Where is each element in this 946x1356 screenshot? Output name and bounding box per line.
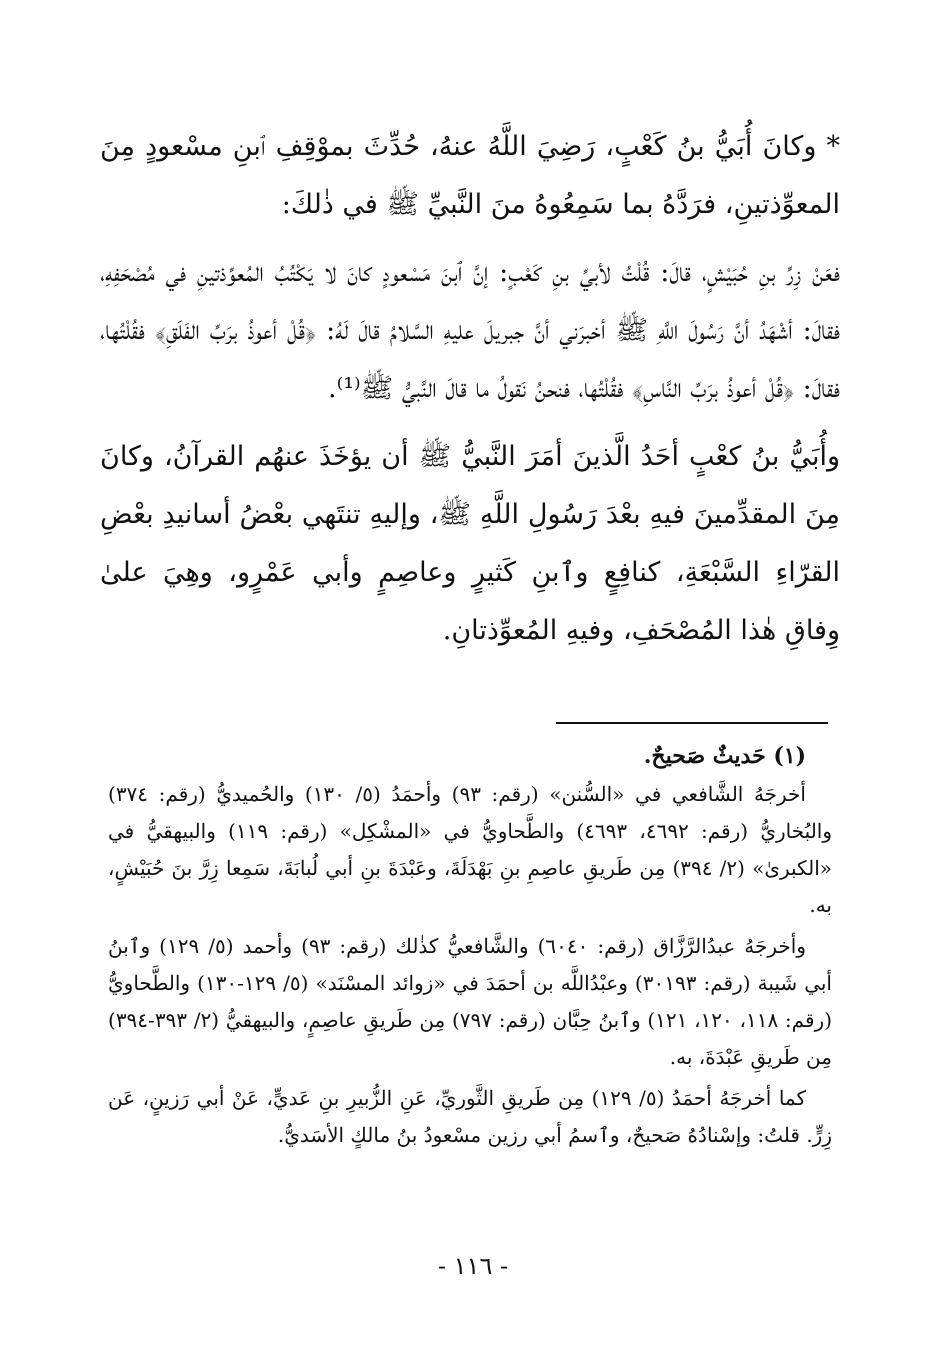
paragraph-ubayy-status: وأُبَيُّ بنُ كعْبٍ أحَدُ الَّذينَ أمَرَ النَّبيُّ ﷺ أن يؤخَذَ عنهُم القرآنُ، وكانَ مِنَ المقدِّمينَ فيهِ بعْدَ رَسُولِ اللَّهِ ﷺ، وإليهِ تنتَهي بعْضُ أسانيدِ بعْضِ القرّاءِ السَّبْعَةِ، كنافِعٍ وٱبنِ كَثيرٍ وعاصِمٍ وأبي عَمْرٍو، وهِيَ علىٰ وِفاقِ هٰذا المُصْحَفِ، وفيهِ المُعوِّذتانِ. <box>100 441 840 646</box>
page-number: - ١١٦ - <box>437 1252 509 1280</box>
paragraph-ubayy-intro: * وكانَ أُبَيُّ بنُ كَعْبٍ، رَضِيَ اللَّهُ عنهُ، حُدِّثَ بموْقِفِ ٱبنِ مسْعودٍ مِنَ المعوِّذتينِ، فرَدَّهُ بما سَمِعُوهُ منَ النَّبيِّ ﷺ في ذٰلكَ: <box>100 131 840 220</box>
footnote-divider <box>556 722 828 724</box>
footnotes-section <box>108 736 832 1154</box>
footnote-title: (١) حَديثٌ صَحيحٌ. <box>643 743 806 769</box>
paragraph-zirr-hadith: فعَنْ زِرِّ بنِ حُبَيْشٍ، قالَ: قُلْتُ لأبيِّ بنِ كَعْبٍ: إنَّ ٱبنَ مَسْعودٍ كانَ لا يَكْتُبُ المُعوِّذتينِ في مُصْحَفِهِ، فقالَ: أشْهَدُ أنَّ رَسُولَ اللَّهِ ﷺ أخبرَني أنَّ جبريلَ عليهِ السَّلامُ قالَ لَهُ: ﴿قُلْ أعوذُ برَبِّ الفَلَقِ﴾ فقُلْتُها، فقالَ: ﴿قُلْ أعوذُ برَبِّ النَّاسِ﴾ فقُلْتُها، فنحنُ نَقولُ ما قالَ النَّبيُّ ﷺ⁽¹⁾. <box>100 257 840 404</box>
footnote-paragraph-2: وأخرجَهُ عبدُالرَّزَّاق (رقم: ٦٠٤٠) والشَّافعيُّ كذٰلك (رقم: ٩٣) وأحمد (٥/ ١٢٩) وٱبنُ أبي شَيبة (رقم: ٣٠١٩٣) وعبْدُاللَّه بن أحمَدَ في «زوائد المسْنَد» (٥/ ١٢٩-١٣٠) والطَّحاويُّ (رقم: ١١٨، ١٢٠، ١٢١) وٱبنُ حِبَّان (رقم: ٧٩٧) مِن طَريقِ عاصِمٍ، والبيهقيُّ (٢/ ٣٩٣-٣٩٤) مِن طَريقِ عَبْدَةَ، به. <box>108 934 832 1069</box>
footnote-paragraph-1: أخرجَهُ الشَّافعي في «السُّنن» (رقم: ٩٣) وأحمَدُ (٥/ ١٣٠) والحُميديُّ (رقم: ٣٧٤) والبُخاريُّ (رقم: ٤٦٩٢، ٤٦٩٣) والطَّحاويُّ في «المشْكِل» (رقم: ١١٩) والبيهقيُّ في «الكبرىٰ» (٢/ ٣٩٤) مِن طَريقِ عاصِمِ بنِ بَهْدَلَةَ، وعَبْدَةَ بنِ أبي لُبابَةَ، سَمِعا زِرَّ بنَ حُبَيْشٍ، به. <box>108 782 832 917</box>
footnote-paragraph-3: كما أخرجَهُ أحمَدُ (٥/ ١٢٩) مِن طَريقِ الثَّوريِّ، عَنِ الزُّبيرِ بنِ عَديٍّ، عَنْ أبي رَزينٍ، عَن زِرٍّ. قلتُ: وإسْنادُهُ صَحيحٌ، وٱسمُ أبي رزين مسْعودُ بنُ مالكٍ الأسَديُّ. <box>108 1086 832 1147</box>
main-text <box>100 118 840 660</box>
